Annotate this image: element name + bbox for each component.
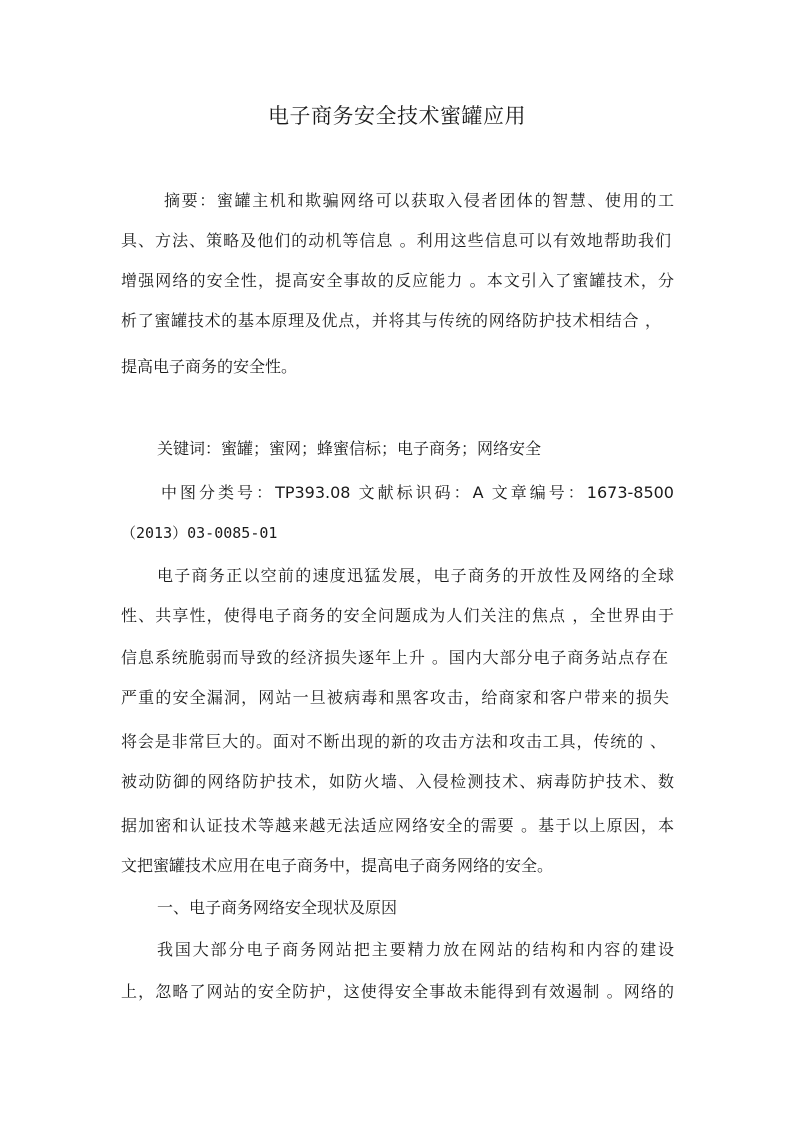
body-line: 信息系统脆弱而导致的经济损失逐年上升 。国内大部分电子商务站点存在 [121, 648, 668, 667]
abstract-line: 提高电子商务的安全性。 [121, 357, 298, 376]
classification-line: 中图分类号：TP393.08 文献标识码：A 文章编号：1673-8500 [161, 483, 674, 502]
body-line: 严重的安全漏洞，网站一旦被病毒和黑客攻击，给商家和客户带来的损失 [121, 688, 669, 707]
abstract-line: 摘要：蜜罐主机和欺骗网络可以获取入侵者团体的智慧、使用的工 [164, 191, 674, 210]
body-line: 文把蜜罐技术应用在电子商务中，提高电子商务网络的安全。 [121, 856, 554, 875]
section-heading: 一、电子商务网络安全现状及原因 [157, 898, 398, 917]
document-title: 电子商务安全技术蜜罐应用 [268, 104, 526, 128]
keywords: 关键词：蜜罐；蜜网；蜂蜜信标；电子商务；网络安全 [157, 439, 542, 458]
body-line: 电子商务正以空前的速度迅猛发展，电子商务的开放性及网络的全球 [157, 566, 674, 585]
body-line: 将会是非常巨大的。面对不断出现的新的攻击方法和攻击工具，传统的 、 [121, 732, 666, 751]
body-line: 我国大部分电子商务网站把主要精力放在网站的结构和内容的建设 [157, 940, 674, 959]
body-line: 被动防御的网络防护技术，如防火墙、入侵检测技术、病毒防护技术、数 [121, 772, 674, 791]
body-line: 性、共享性，使得电子商务的安全问题成为人们关注的焦点 ，全世界由于 [121, 606, 674, 625]
body-line: 据加密和认证技术等越来越无法适应网络安全的需要 。基于以上原因，本 [121, 816, 674, 835]
abstract-line: 具、方法、策略及他们的动机等信息 。利用这些信息可以有效地帮助我们 [121, 231, 671, 250]
abstract-line: 析了蜜罐技术的基本原理及优点，并将其与传统的网络防护技术相结合 ， [121, 311, 661, 330]
abstract-line: 增强网络的安全性，提高安全事故的反应能力 。本文引入了蜜罐技术，分 [121, 271, 674, 290]
classification-line: （2013）03-0085-01 [121, 524, 278, 542]
body-line: 上，忽略了网站的安全防护，这使得安全事故未能得到有效遏制 。网络的 [121, 982, 674, 1001]
